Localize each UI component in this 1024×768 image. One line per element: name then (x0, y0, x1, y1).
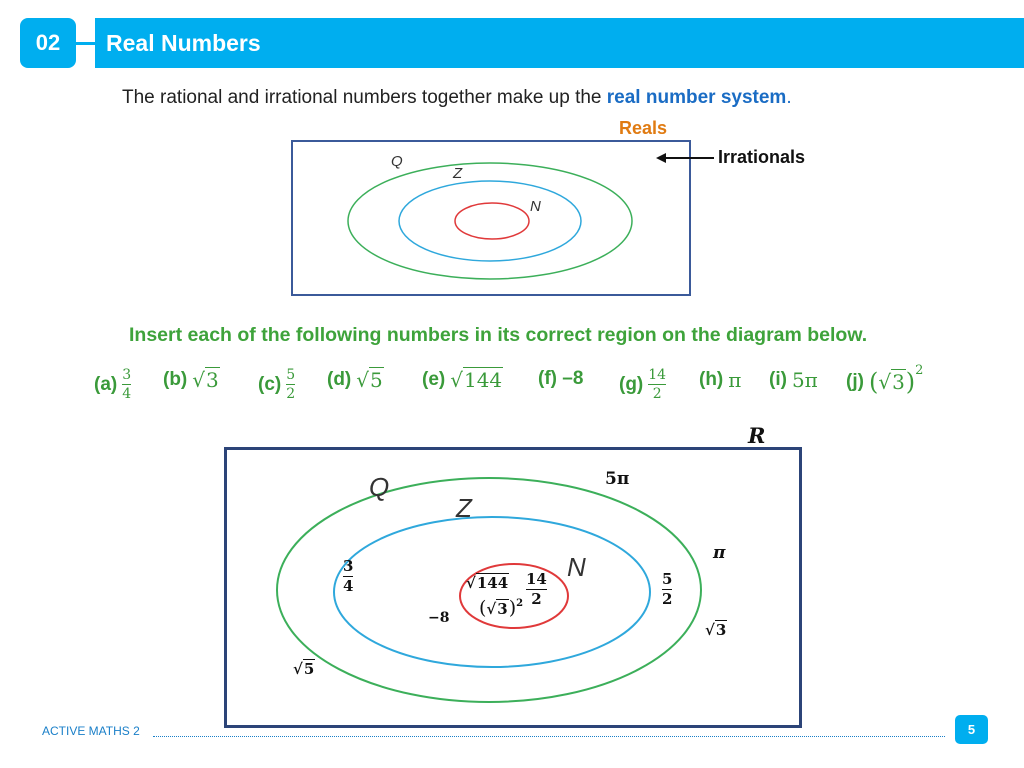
radicand: 5 (370, 368, 383, 392)
item-h (699, 368, 741, 392)
radicand: 3 (715, 621, 727, 639)
paren-open: ( (868, 368, 879, 396)
radicand: 3 (892, 370, 905, 394)
paren-close: ) (905, 368, 916, 396)
diagram2-ovals (224, 447, 802, 728)
oval-Z (334, 517, 650, 667)
item-g (619, 368, 666, 401)
set-label-Z: Z (453, 165, 463, 182)
item-label: (e) (422, 369, 446, 390)
square-root: √3 (878, 370, 905, 394)
item-label: (i) (769, 369, 787, 390)
item-value: π (728, 368, 742, 392)
exponent: 2 (915, 362, 924, 378)
item-f (538, 368, 588, 390)
footer-text: ACTIVE MATHS 2 (42, 724, 140, 738)
set-label-R: R (748, 423, 766, 448)
radicand: 144 (476, 574, 509, 592)
radicand: 5 (303, 660, 315, 678)
numerator: 5 (286, 367, 296, 383)
set-label-Z: Z (456, 493, 472, 523)
numerator: 5 (662, 570, 673, 588)
denominator: 4 (343, 577, 354, 595)
item-label: (g) (619, 373, 644, 395)
fraction (286, 368, 295, 401)
intro-text (122, 87, 792, 109)
item-label: (b) (163, 369, 188, 390)
page-number: 5 (955, 715, 988, 744)
item-label: (d) (327, 369, 352, 390)
numerator: 3 (343, 557, 354, 575)
radicand: 3 (497, 600, 508, 618)
instruction-text: Insert each of the following numbers in its correct region on the diagram below. (129, 324, 868, 346)
denominator: 2 (531, 590, 542, 608)
item-i (769, 368, 818, 392)
radicand: 144 (463, 368, 503, 392)
item-label: (h) (699, 369, 724, 390)
intro-highlight: real number system (606, 87, 787, 108)
section-number-badge: 02 (20, 18, 76, 68)
item-b (163, 368, 220, 392)
set-label-N: N (530, 198, 541, 215)
numerator: 14 (526, 570, 547, 588)
denominator: 2 (662, 590, 673, 608)
arrow-icon (656, 150, 718, 166)
footer-divider (153, 736, 945, 737)
numerator: 3 (122, 367, 132, 383)
item-label: (c) (258, 373, 282, 395)
set-label-Q: Q (391, 153, 403, 170)
item-value: 5π (791, 368, 818, 392)
paren-open: ( (479, 597, 487, 619)
denominator: 2 (652, 386, 662, 402)
placed-sqrt5: √5 (293, 660, 315, 678)
set-label-N: N (567, 552, 586, 582)
denominator: 4 (122, 386, 132, 402)
item-label: (a) (94, 373, 118, 395)
placed-five-halves (662, 572, 672, 607)
placed-three-quarters (343, 559, 353, 594)
radicand: 3 (206, 368, 219, 392)
placed-sqrt3-squared: $(√3)^2$ (479, 597, 524, 619)
placed-5pi: 5π (605, 469, 630, 489)
square-root: √3 (192, 368, 219, 392)
item-a (94, 368, 131, 401)
denominator: 2 (286, 386, 296, 402)
square-root: √5 (356, 368, 383, 392)
square-root: √144 (450, 368, 503, 392)
paren-close: ) (508, 597, 517, 619)
placed-fourteen-halves (526, 572, 547, 607)
item-label: (j) (846, 371, 864, 392)
exponent: 2 (516, 598, 524, 609)
irrationals-label: Irrationals (718, 147, 806, 167)
intro-end: . (786, 87, 792, 108)
fraction (122, 368, 131, 401)
placed-minus-eight: −8 (428, 610, 450, 626)
intro-body: The rational and irrational numbers together make up the (122, 87, 607, 108)
item-d (327, 368, 384, 392)
header-connector (76, 42, 95, 45)
item-e (422, 368, 503, 392)
oval-Z (399, 181, 581, 261)
diagram1-ovals (291, 140, 691, 296)
placed-sqrt3: √3 (705, 621, 727, 639)
placed-sqrt144: √144 (466, 574, 509, 592)
numerator: 14 (648, 367, 667, 383)
placed-pi: π (713, 543, 726, 563)
set-label-Q: Q (369, 472, 390, 502)
item-j (846, 362, 924, 396)
item-c (258, 368, 295, 401)
item-label: (f) –8 (538, 368, 584, 389)
oval-N (455, 203, 529, 239)
fraction (648, 368, 666, 401)
page-title: Real Numbers (106, 30, 261, 56)
reals-label: Reals (619, 118, 668, 138)
